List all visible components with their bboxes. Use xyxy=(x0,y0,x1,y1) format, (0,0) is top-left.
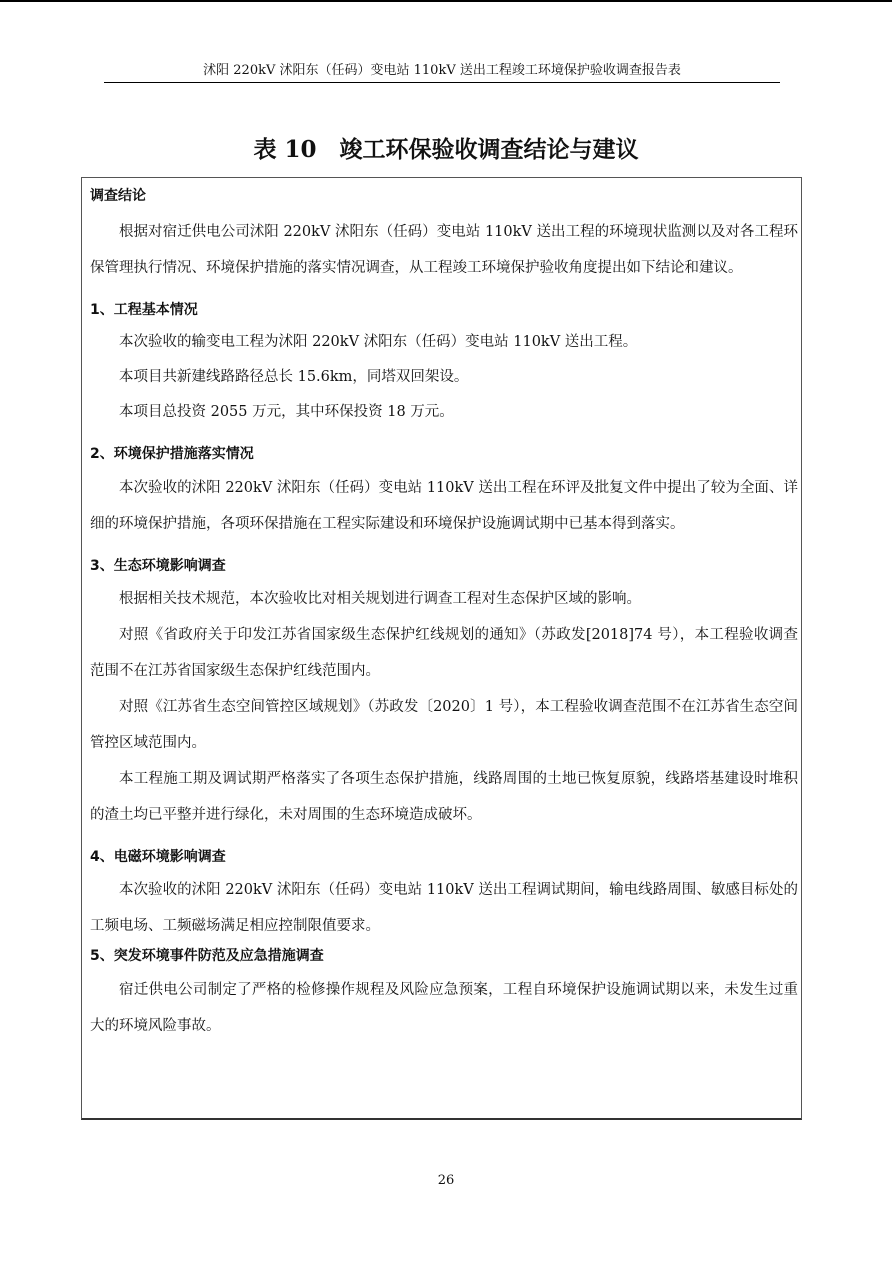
page-number: 26 xyxy=(437,1173,455,1188)
report-content xyxy=(90,184,798,1044)
section-emergency-response xyxy=(90,944,798,1044)
paragraph: 本工程施工期及调试期严格落实了各项生态保护措施，线路周围的土地已恢复原貌，线路塔基建设时堆积的渣土均已平整并进行绿化，未对周围的生态环境造成破坏。 xyxy=(90,771,798,823)
paragraph: 本项目共新建线路路径总长 15.6km，同塔双回架设。 xyxy=(119,369,469,385)
section-heading: 2、环境保护措施落实情况 xyxy=(90,446,254,462)
section-heading: 5、突发环境事件防范及应急措施调查 xyxy=(90,948,324,964)
paragraph: 根据对宿迁供电公司沭阳 220kV 沭阳东（任码）变电站 110kV 送出工程的环境现状监测以及对各工程环保管理执行情况、环境保护措施的落实情况调查，从工程竣工环境保护验收角度提出如下结论和建议。 xyxy=(90,224,798,276)
section-ecological-impact xyxy=(90,554,798,833)
section-heading: 调查结论 xyxy=(90,188,146,204)
paragraph: 对照《省政府关于印发江苏省国家级生态保护红线规划的通知》（苏政发[2018]74 号），本工程验收调查范围不在江苏省国家级生态保护红线范围内。 xyxy=(90,627,798,679)
paragraph: 本项目总投资 2055 万元，其中环保投资 18 万元。 xyxy=(119,404,454,420)
section-heading: 4、电磁环境影响调查 xyxy=(90,849,226,865)
page-title: 表 10 竣工环保验收调查结论与建议 xyxy=(253,136,639,163)
paragraph: 本次验收的沭阳 220kV 沭阳东（任码）变电站 110kV 送出工程在环评及批复文件中提出了较为全面、详细的环境保护措施，各项环保措施在工程实际建设和环境保护设施调试期中已基本得到落实。 xyxy=(90,480,798,532)
paragraph: 宿迁供电公司制定了严格的检修操作规程及风险应急预案，工程自环境保护设施调试期以来，未发生过重大的环境风险事故。 xyxy=(90,982,798,1034)
paragraph: 对照《江苏省生态空间管控区域规划》（苏政发〔2020〕1 号），本工程验收调查范围不在江苏省生态空间管控区域范围内。 xyxy=(90,699,798,751)
section-electromagnetic-impact xyxy=(90,845,798,944)
section-heading: 1、工程基本情况 xyxy=(90,302,198,318)
section-heading: 3、生态环境影响调查 xyxy=(90,558,226,574)
paragraph: 本次验收的输变电工程为沭阳 220kV 沭阳东（任码）变电站 110kV 送出工程。 xyxy=(119,334,638,350)
section-env-protection-measures xyxy=(90,442,798,542)
section-project-basics xyxy=(90,298,798,430)
running-header: 沭阳 220kV 沭阳东（任码）变电站 110kV 送出工程竣工环境保护验收调查报告表 xyxy=(203,63,681,78)
header-rule xyxy=(104,82,780,83)
top-border-rule xyxy=(0,0,892,2)
paragraph: 根据相关技术规范，本次验收比对相关规划进行调查工程对生态保护区域的影响。 xyxy=(119,591,641,607)
section-survey-conclusion xyxy=(90,184,798,286)
paragraph: 本次验收的沭阳 220kV 沭阳东（任码）变电站 110kV 送出工程调试期间，输电线路周围、敏感目标处的工频电场、工频磁场满足相应控制限值要求。 xyxy=(90,882,798,934)
